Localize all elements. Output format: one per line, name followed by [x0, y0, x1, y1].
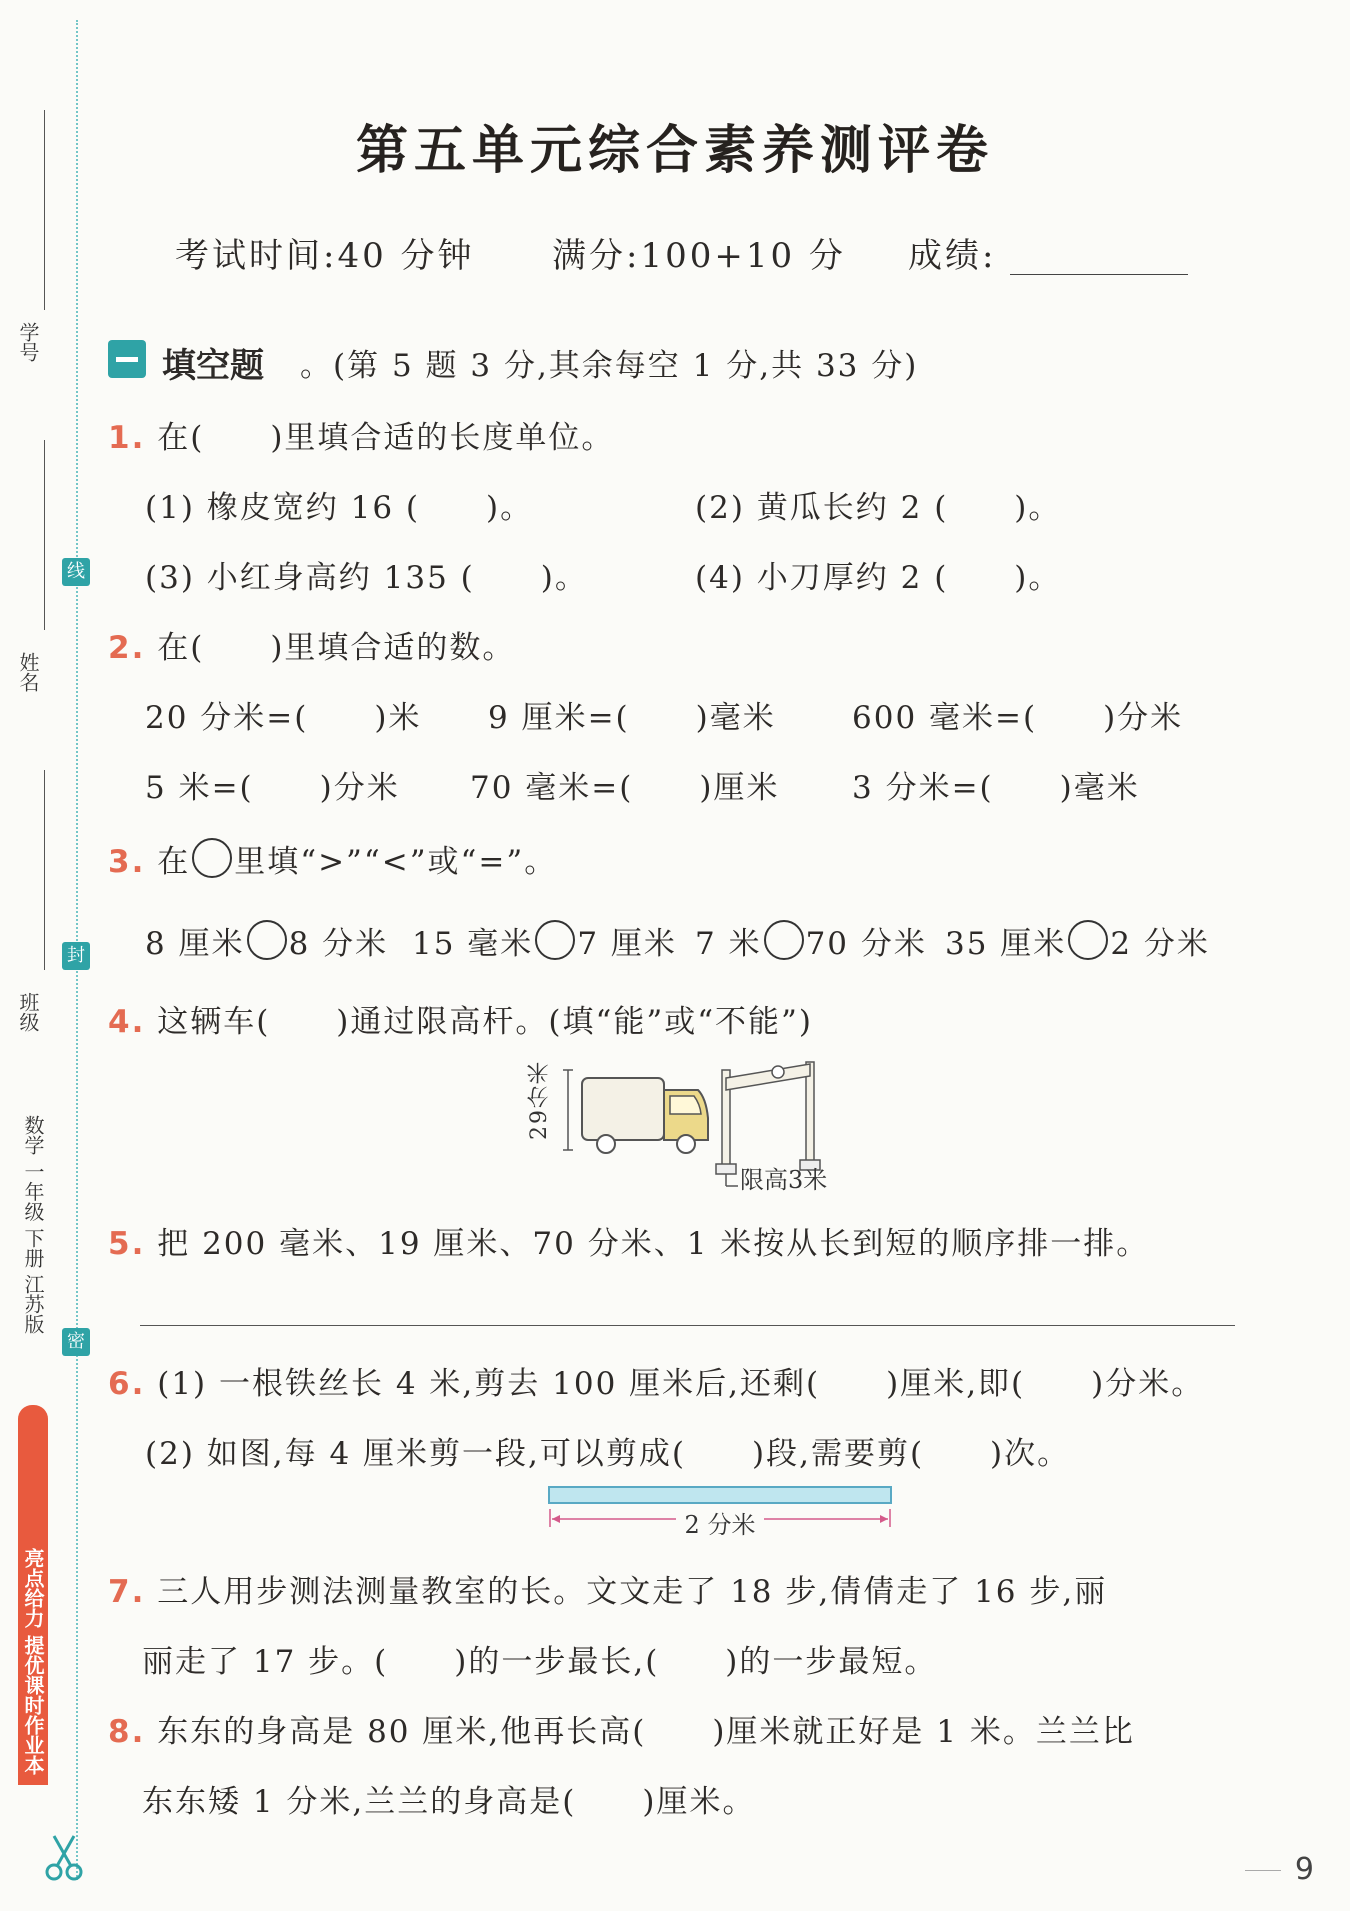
- full-score: 满分:100+10 分: [552, 236, 846, 276]
- q2-item-5: 70 毫米=( )厘米: [470, 770, 780, 806]
- name-blank: [44, 440, 45, 630]
- student-id-label: 学号: [16, 322, 40, 362]
- question-number: 1.: [108, 420, 146, 456]
- q3-item-1: [145, 918, 388, 963]
- q3-left: 15 毫米: [412, 926, 534, 962]
- q3-left: 8 厘米: [145, 926, 245, 962]
- question-number: 7.: [108, 1574, 146, 1610]
- q1-item-1: (1) 橡皮宽约 16 ( )。: [145, 490, 534, 526]
- question-text: 把 200 毫米、19 厘米、70 分米、1 米按从长到短的顺序排一排。: [157, 1226, 1150, 1262]
- truck-figure: [527, 1060, 870, 1194]
- brand-strip: [18, 1115, 48, 1785]
- compare-circle: [192, 838, 232, 878]
- question-text-a: 在: [157, 844, 191, 880]
- question-text: 东东的身高是 80 厘米,他再长高( )厘米就正好是 1 米。兰兰比: [157, 1714, 1135, 1750]
- q2-item-3: 600 毫米=( )分米: [852, 700, 1184, 736]
- question-4: [108, 996, 813, 1041]
- answer-circle[interactable]: [1068, 920, 1108, 960]
- question-number: 6.: [108, 1366, 146, 1402]
- question-text-b: 里填“>”“<”或“=”。: [234, 844, 558, 880]
- answer-circle[interactable]: [535, 920, 575, 960]
- answer-circle[interactable]: [247, 920, 287, 960]
- exam-time: 考试时间:40 分钟: [175, 236, 475, 276]
- question-7: [108, 1566, 1107, 1611]
- page-number-dash: [1245, 1870, 1281, 1871]
- q3-right: 2 分米: [1110, 926, 1210, 962]
- q1-item-4: (4) 小刀厚约 2 ( )。: [695, 560, 1062, 596]
- page-number: 9: [1294, 1852, 1314, 1887]
- section-note: 。(第 5 题 3 分,其余每空 1 分,共 33 分): [300, 348, 919, 384]
- q1-item-2: (2) 黄瓜长约 2 ( )。: [695, 490, 1062, 526]
- question-2: [108, 622, 515, 667]
- wire-strip: [548, 1486, 892, 1504]
- question-number: 3.: [108, 844, 146, 880]
- seal-dense: 密: [62, 1328, 90, 1356]
- q3-right: 8 分米: [288, 926, 389, 962]
- score-blank: [1010, 274, 1188, 275]
- page-title: 第五单元综合素养测评卷: [355, 121, 994, 181]
- question-text: 在( )里填合适的数。: [157, 630, 516, 666]
- question-7-line-2: 丽走了 17 步。( )的一步最长,( )的一步最短。: [142, 1644, 938, 1680]
- strip-length-label: 2 分米: [684, 1511, 756, 1539]
- q2-item-2: 9 厘米=( )毫米: [488, 700, 776, 736]
- q2-item-6: 3 分米=( )毫米: [852, 770, 1140, 806]
- class-label: 班级: [16, 992, 40, 1032]
- strip-measure: [548, 1505, 892, 1539]
- q3-item-4: [945, 918, 1210, 963]
- q2-item-4: 5 米=( )分米: [145, 770, 400, 806]
- q3-item-3: [695, 918, 927, 963]
- question-number: 5.: [108, 1226, 146, 1262]
- question-text: 在( )里填合适的长度单位。: [157, 420, 615, 456]
- answer-line: [140, 1325, 1235, 1326]
- answer-circle[interactable]: [764, 920, 804, 960]
- question-3: [108, 836, 557, 881]
- section-one-badge: [108, 340, 146, 378]
- truck-height-label: 29分米: [527, 1060, 552, 1140]
- q3-item-2: [412, 918, 677, 963]
- height-limit-label: 限高3米: [740, 1166, 828, 1194]
- name-label: 姓名: [16, 652, 40, 692]
- q3-right: 70 分米: [805, 926, 927, 962]
- seal-seal: 封: [62, 942, 90, 970]
- question-1: [108, 412, 614, 457]
- question-8: [108, 1706, 1135, 1751]
- seal-line: 线: [62, 558, 90, 586]
- section-title: 填空题: [162, 346, 264, 386]
- question-text: 这辆车( )通过限高杆。(填“能”或“不能”): [157, 1004, 813, 1040]
- q1-item-3: (3) 小红身高约 135 ( )。: [145, 560, 588, 596]
- question-6-part-2: (2) 如图,每 4 厘米剪一段,可以剪成( )段,需要剪( )次。: [145, 1436, 1071, 1472]
- question-number: 2.: [108, 630, 146, 666]
- brand-name: 亮点给力 提优课时作业本: [21, 1548, 45, 1775]
- class-blank: [44, 770, 45, 970]
- question-text: 三人用步测法测量教室的长。文文走了 18 步,倩倩走了 16 步,丽: [157, 1574, 1108, 1610]
- question-number: 8.: [108, 1714, 146, 1750]
- question-6-part-1: [108, 1358, 1204, 1403]
- brand-subject: 数学 一年级 下册 江苏版: [21, 1115, 45, 1335]
- q3-right: 7 厘米: [577, 926, 677, 962]
- score-label: 成绩:: [908, 236, 997, 276]
- q2-item-1: 20 分米=( )米: [145, 700, 422, 736]
- question-5: [108, 1218, 1149, 1263]
- question-text: (1) 一根铁丝长 4 米,剪去 100 厘米后,还剩( )厘米,即( )分米。: [157, 1366, 1205, 1402]
- question-number: 4.: [108, 1004, 146, 1040]
- question-8-line-2: 东东矮 1 分米,兰兰的身高是( )厘米。: [142, 1784, 756, 1820]
- q3-left: 35 厘米: [945, 926, 1067, 962]
- scissors-icon: [42, 1832, 86, 1882]
- q3-left: 7 米: [695, 926, 762, 962]
